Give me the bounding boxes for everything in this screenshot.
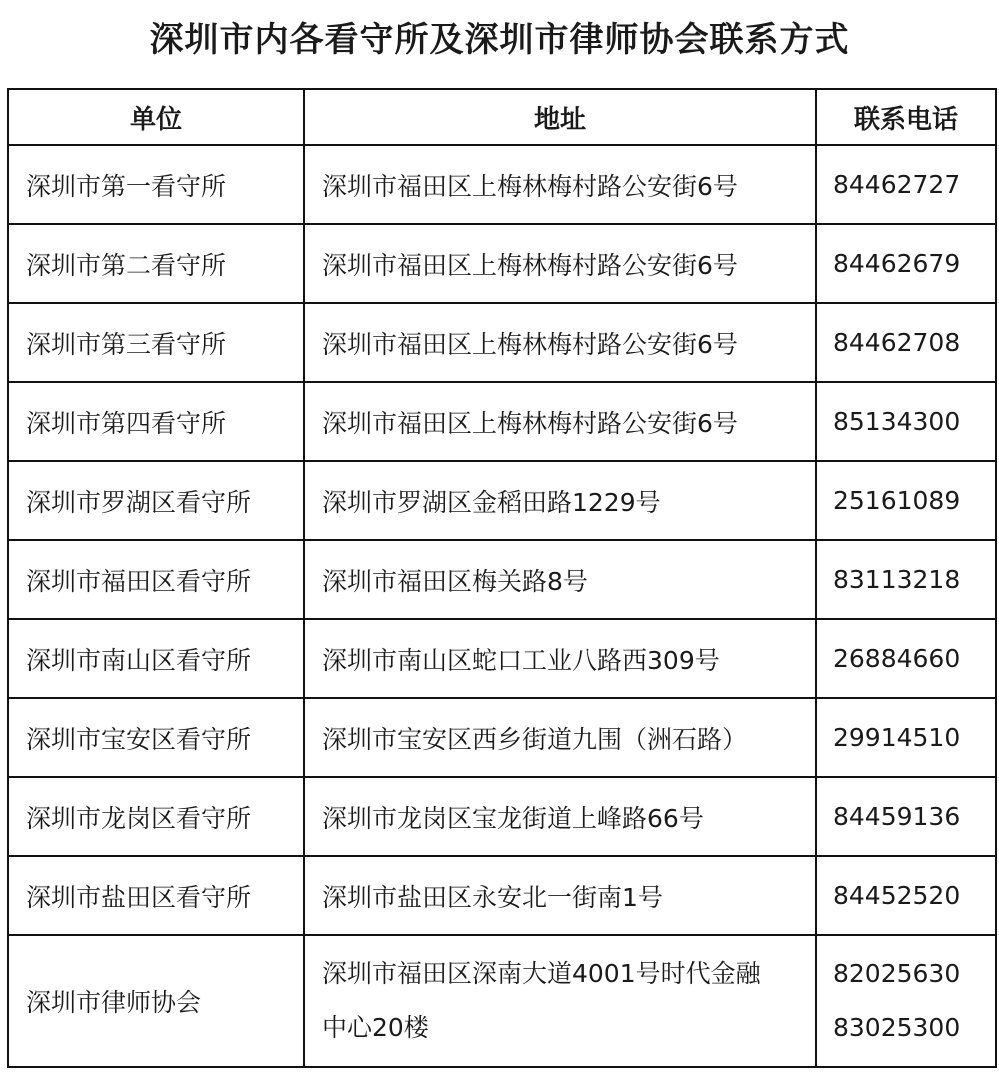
table-row — [8, 777, 996, 856]
address-cell: 深圳市宝安区西乡街道九围（洲石路） — [304, 698, 816, 777]
header-unit: 单位 — [8, 89, 304, 145]
address-cell: 深圳市福田区梅关路8号 — [304, 540, 816, 619]
header-address: 地址 — [304, 89, 816, 145]
table-row — [8, 224, 996, 303]
address-line-1: 深圳市福田区深南大道4001号时代金融 — [322, 959, 761, 988]
unit-cell: 深圳市第三看守所 — [8, 303, 304, 382]
table-row — [8, 382, 996, 461]
table-row — [8, 856, 996, 935]
phone-cell: 84462727 — [816, 145, 996, 224]
phone-cell: 84459136 — [816, 777, 996, 856]
phone-line-2: 83025300 — [833, 1013, 961, 1042]
header-phone: 联系电话 — [816, 89, 996, 145]
unit-cell: 深圳市第一看守所 — [8, 145, 304, 224]
address-cell: 深圳市福田区上梅林梅村路公安街6号 — [304, 224, 816, 303]
phone-cell: 84462708 — [816, 303, 996, 382]
address-cell: 深圳市南山区蛇口工业八路西309号 — [304, 619, 816, 698]
contact-table — [7, 88, 997, 1068]
phone-line-1: 82025630 — [833, 959, 961, 988]
table-row — [8, 698, 996, 777]
unit-cell: 深圳市南山区看守所 — [8, 619, 304, 698]
address-cell: 深圳市龙岗区宝龙街道上峰路66号 — [304, 777, 816, 856]
address-cell — [304, 935, 816, 1067]
page-title: 深圳市内各看守所及深圳市律师协会联系方式 — [149, 20, 850, 60]
unit-cell: 深圳市第二看守所 — [8, 224, 304, 303]
unit-cell: 深圳市第四看守所 — [8, 382, 304, 461]
phone-cell: 25161089 — [816, 461, 996, 540]
unit-cell: 深圳市罗湖区看守所 — [8, 461, 304, 540]
address-cell: 深圳市盐田区永安北一街南1号 — [304, 856, 816, 935]
address-line-2: 中心20楼 — [322, 1013, 429, 1042]
table-row-lawyers-association — [8, 935, 996, 1067]
phone-cell: 84462679 — [816, 224, 996, 303]
phone-cell: 84452520 — [816, 856, 996, 935]
phone-cell — [816, 935, 996, 1067]
unit-cell: 深圳市律师协会 — [8, 935, 304, 1067]
address-cell: 深圳市福田区上梅林梅村路公安街6号 — [304, 145, 816, 224]
table-row — [8, 461, 996, 540]
phone-cell: 83113218 — [816, 540, 996, 619]
address-cell: 深圳市福田区上梅林梅村路公安街6号 — [304, 303, 816, 382]
unit-cell: 深圳市盐田区看守所 — [8, 856, 304, 935]
table-row — [8, 145, 996, 224]
address-cell: 深圳市罗湖区金稻田路1229号 — [304, 461, 816, 540]
phone-cell: 26884660 — [816, 619, 996, 698]
unit-cell: 深圳市宝安区看守所 — [8, 698, 304, 777]
unit-cell: 深圳市福田区看守所 — [8, 540, 304, 619]
table-row — [8, 303, 996, 382]
table-row — [8, 619, 996, 698]
phone-cell: 85134300 — [816, 382, 996, 461]
header-row — [8, 89, 996, 145]
unit-cell: 深圳市龙岗区看守所 — [8, 777, 304, 856]
phone-cell: 29914510 — [816, 698, 996, 777]
table-row — [8, 540, 996, 619]
address-cell: 深圳市福田区上梅林梅村路公安街6号 — [304, 382, 816, 461]
